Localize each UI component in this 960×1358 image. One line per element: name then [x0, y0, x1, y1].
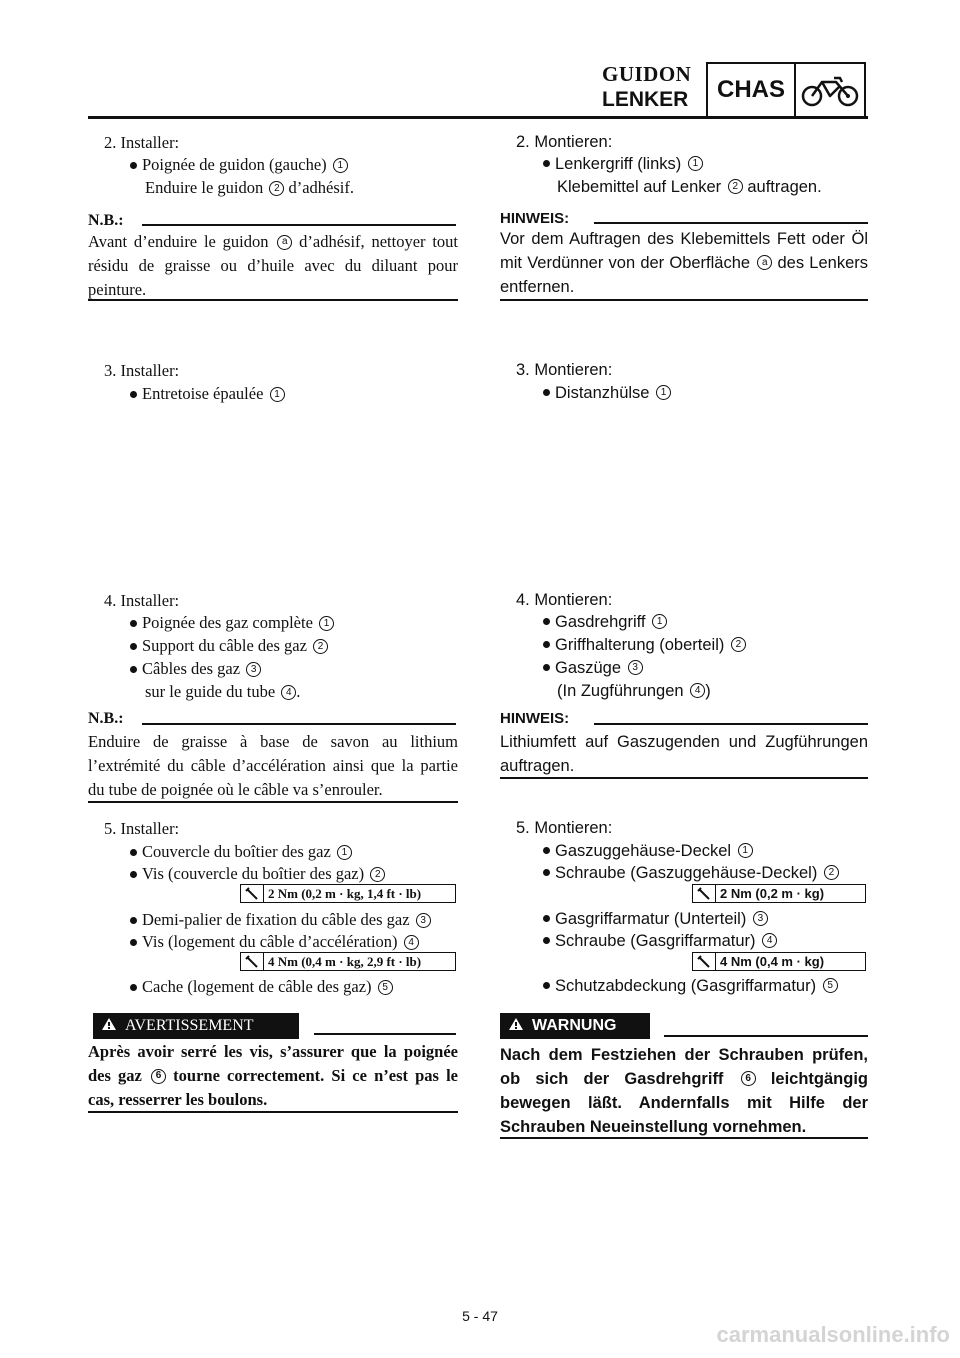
de-step2-item2: Klebemittel auf Lenker 2 auftragen. — [557, 178, 822, 196]
bullet-icon — [130, 643, 137, 650]
bullet-icon — [130, 666, 137, 673]
bullet-icon — [130, 939, 137, 946]
ref-1: 1 — [738, 843, 753, 858]
bullet-icon — [130, 871, 137, 878]
de-step5-title: 5. Montieren: — [516, 819, 613, 837]
de-step5-item3: Gasgriffarmatur (Unterteil) 3 — [543, 910, 768, 929]
ref-2: 2 — [824, 865, 839, 880]
bullet-icon — [543, 982, 550, 989]
fr-step5-item2: Vis (couvercle du boîtier des gaz) 2 — [130, 864, 385, 884]
page-number: 5 - 47 — [462, 1308, 498, 1324]
de-step3-item1: Distanzhülse 1 — [543, 384, 671, 403]
ref-a: a — [277, 235, 292, 250]
ref-1: 1 — [688, 156, 703, 171]
fr-warning-text: Après avoir serré les vis, s’assurer que la poignée des gaz 6 tourne correctement. Si ce n’est pas le cas, resserrer les boulons. — [88, 1042, 459, 1109]
ref-1: 1 — [270, 387, 285, 402]
ref-1: 1 — [337, 845, 352, 860]
fr-note1-top-rule — [142, 224, 456, 226]
de-step4-item1: Gasdrehgriff 1 — [543, 613, 667, 632]
fr-step5-item5: Cache (logement de câble des gaz) 5 — [130, 977, 393, 997]
ref-2: 2 — [731, 637, 746, 652]
fr-step2-item1: Poignée de guidon (gauche) 1 — [130, 155, 348, 175]
header-rule — [88, 116, 868, 119]
fr-step5-title: 5. Installer: — [104, 819, 180, 838]
fr-note2-top-rule — [142, 723, 456, 725]
bullet-icon — [543, 869, 550, 876]
de-note2-top-rule — [594, 723, 868, 725]
bullet-icon — [543, 847, 550, 854]
fr-step4-item3: Câbles des gaz 3 — [130, 659, 261, 679]
fr-step4-item2: Support du câble des gaz 2 — [130, 636, 328, 656]
fr-torque-spec-1 — [240, 884, 456, 903]
bullet-icon — [130, 984, 137, 991]
fr-step2-item2: Enduire le guidon 2 d’adhésif. — [145, 178, 355, 197]
ref-6: 6 — [741, 1071, 756, 1086]
ref-1: 1 — [652, 614, 667, 629]
de-note2-text: Lithiumfett auf Gaszugenden und Zugführungen auftragen. — [500, 733, 868, 775]
fr-note1-head: N.B.: — [88, 212, 124, 229]
watermark: carmanualsonline.info — [716, 1322, 950, 1347]
de-step2-item1: Lenkergriff (links) 1 — [543, 155, 703, 174]
ref-3: 3 — [628, 660, 643, 675]
fr-step5-item4: Vis (logement du câble d’accélération) 4 — [130, 932, 419, 952]
bullet-icon — [543, 618, 550, 625]
header-title-de: LENKER — [602, 88, 689, 111]
ref-2: 2 — [269, 181, 284, 196]
ref-5: 5 — [823, 978, 838, 993]
bullet-icon — [130, 917, 137, 924]
de-step2-title: 2. Montieren: — [516, 133, 613, 151]
bullet-icon — [130, 849, 137, 856]
wrench-icon — [693, 885, 716, 902]
fr-step5-item1: Couvercle du boîtier des gaz 1 — [130, 842, 352, 862]
motorcycle-icon — [796, 64, 864, 116]
de-warning-badge — [500, 1013, 650, 1039]
de-step5-item4: Schraube (Gasgriffarmatur) 4 — [543, 932, 777, 951]
bullet-icon — [130, 162, 137, 169]
warning-triangle-icon — [508, 1017, 524, 1036]
ref-4: 4 — [281, 685, 296, 700]
ref-4: 4 — [762, 933, 777, 948]
bullet-icon — [543, 160, 550, 167]
de-warning-text: Nach dem Festziehen der Schrauben prüfen, ob sich der Gasdrehgriff 6 leichtgängig bewegen läßt. Andernfalls mit Hilfe der Schrauben Neueinstellung vornehmen. — [500, 1046, 868, 1136]
fr-note1-bottom-rule — [88, 299, 458, 301]
fr-torque-spec-2 — [240, 952, 456, 971]
bullet-icon — [543, 915, 550, 922]
ref-5: 5 — [378, 980, 393, 995]
bullet-icon — [543, 664, 550, 671]
fr-note2-head: N.B.: — [88, 710, 124, 727]
fr-step2-title: 2. Installer: — [104, 133, 180, 152]
ref-1: 1 — [319, 616, 334, 631]
ref-2: 2 — [728, 179, 743, 194]
warning-triangle-icon — [101, 1017, 117, 1036]
warning-title: AVERTISSEMENT — [125, 1017, 254, 1034]
de-step4-item4: (In Zugführungen 4 ) — [557, 682, 711, 700]
fr-step4-item4: sur le guide du tube 4 . — [145, 682, 301, 701]
ref-6: 6 — [151, 1069, 166, 1084]
ref-3: 3 — [753, 911, 768, 926]
bullet-icon — [543, 389, 550, 396]
wrench-icon — [693, 953, 716, 970]
de-note1-head: HINWEIS: — [500, 210, 570, 227]
ref-3: 3 — [246, 662, 261, 677]
de-note2-bottom-rule — [500, 777, 868, 779]
wrench-icon — [241, 953, 264, 970]
fr-step3-item1: Entretoise épaulée 1 — [130, 384, 285, 404]
wrench-icon — [241, 885, 264, 902]
de-note1-text: Vor dem Auftragen des Klebemittels Fett oder Öl mit Verdünner von der Oberfläche a des Lenkers entfernen. — [500, 230, 868, 296]
de-warning-top-rule — [664, 1035, 868, 1037]
fr-note2-bottom-rule — [88, 801, 458, 803]
ref-2: 2 — [370, 867, 385, 882]
ref-2: 2 — [313, 639, 328, 654]
torque-value: 2 Nm (0,2 m · kg) — [720, 886, 825, 901]
fr-warning-top-rule — [314, 1033, 456, 1035]
de-step5-item5: Schutzabdeckung (Gasgriffarmatur) 5 — [543, 977, 838, 996]
ref-a: a — [757, 255, 772, 270]
fr-step3-title: 3. Installer: — [104, 361, 180, 380]
de-step5-item2: Schraube (Gaszuggehäuse-Deckel) 2 — [543, 864, 839, 883]
de-step4-item2: Griffhalterung (oberteil) 2 — [543, 636, 746, 655]
fr-step5-item3: Demi-palier de fixation du câble des gaz 3 — [130, 910, 431, 930]
de-note1-top-rule — [594, 222, 868, 224]
fr-step4-title: 4. Installer: — [104, 591, 180, 610]
de-step3-title: 3. Montieren: — [516, 361, 613, 379]
de-warning-bottom-rule — [500, 1137, 868, 1139]
torque-value: 4 Nm (0,4 m · kg, 2,9 ft · lb) — [268, 953, 422, 969]
section-label: CHAS — [708, 64, 796, 116]
bullet-icon — [130, 391, 137, 398]
ref-4: 4 — [690, 683, 705, 698]
fr-note1-text: Avant d’enduire le guidon a d’adhésif, nettoyer tout résidu de graisse ou d’huile avec du diluant pour peinture. — [88, 232, 458, 299]
de-step4-title: 4. Montieren: — [516, 591, 613, 609]
ref-4: 4 — [404, 935, 419, 950]
torque-value: 2 Nm (0,2 m · kg, 1,4 ft · lb) — [268, 885, 422, 901]
de-step4-item3: Gaszüge 3 — [543, 659, 643, 678]
fr-step4-item1: Poignée des gaz complète 1 — [130, 613, 334, 633]
de-note1-bottom-rule — [500, 299, 868, 301]
header-title-fr: GUIDON — [602, 62, 692, 86]
fr-note2-text: Enduire de graisse à base de savon au lithium l’extrémité du câble d’accélération ainsi que la partie du tube de poignée où le câble va s’enrouler. — [88, 732, 458, 799]
de-torque-spec-2 — [692, 952, 866, 971]
warning-title: WARNUNG — [532, 1017, 617, 1034]
bullet-icon — [543, 937, 550, 944]
torque-value: 4 Nm (0,4 m · kg) — [720, 954, 825, 969]
de-step5-item1: Gaszuggehäuse-Deckel 1 — [543, 842, 753, 861]
de-torque-spec-1 — [692, 884, 866, 903]
bullet-icon — [130, 620, 137, 627]
fr-warning-bottom-rule — [88, 1111, 458, 1113]
fr-warning-badge — [93, 1013, 299, 1039]
bullet-icon — [543, 641, 550, 648]
ref-1: 1 — [656, 385, 671, 400]
de-note2-head: HINWEIS: — [500, 710, 570, 727]
ref-3: 3 — [416, 913, 431, 928]
ref-1: 1 — [333, 158, 348, 173]
section-badge — [706, 62, 866, 118]
